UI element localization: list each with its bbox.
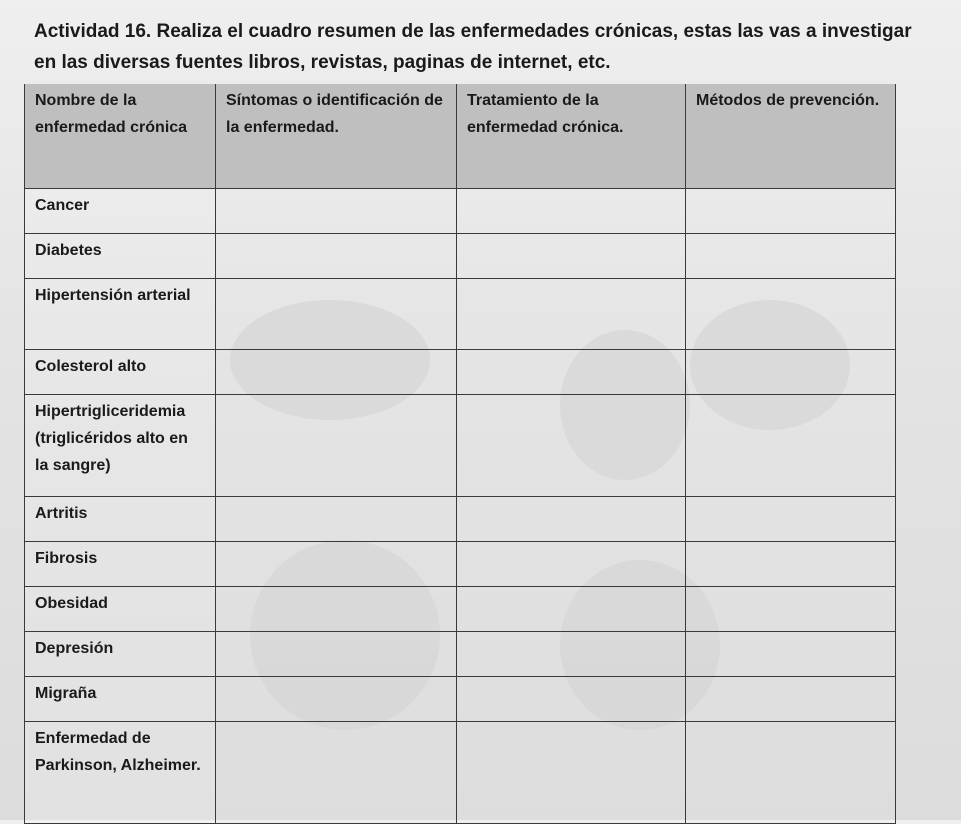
table-row [25,587,896,632]
table-row [25,233,896,278]
symptoms-cell[interactable] [216,189,457,234]
header-prevention: Métodos de prevención. [686,84,896,189]
symptoms-cell[interactable] [216,233,457,278]
disease-name-cell: Migraña [25,676,216,721]
treatment-cell[interactable] [457,497,686,542]
treatment-cell[interactable] [457,395,686,497]
disease-name-cell: Obesidad [25,587,216,632]
treatment-cell[interactable] [457,350,686,395]
table-row [25,189,896,234]
symptoms-cell[interactable] [216,395,457,497]
prevention-cell[interactable] [686,676,896,721]
prevention-cell[interactable] [686,587,896,632]
chronic-diseases-table [24,84,896,824]
symptoms-cell[interactable] [216,587,457,632]
treatment-cell[interactable] [457,233,686,278]
table-row [25,278,896,349]
table-header-row [25,84,896,189]
symptoms-cell[interactable] [216,631,457,676]
table-row [25,721,896,823]
disease-name-cell: Artritis [25,497,216,542]
header-treatment: Tratamiento de la enfermedad crónica. [457,84,686,189]
disease-name-cell: Hipertrigliceridemia (triglicéridos alto en la sangre) [25,395,216,497]
prevention-cell[interactable] [686,189,896,234]
disease-name-cell: Enfermedad de Parkinson, Alzheimer. [25,721,216,823]
treatment-cell[interactable] [457,721,686,823]
table-row [25,676,896,721]
symptoms-cell[interactable] [216,676,457,721]
symptoms-cell[interactable] [216,497,457,542]
disease-name-cell: Diabetes [25,233,216,278]
disease-name-cell: Colesterol alto [25,350,216,395]
prevention-cell[interactable] [686,395,896,497]
symptoms-cell[interactable] [216,350,457,395]
table-row [25,542,896,587]
prevention-cell[interactable] [686,350,896,395]
symptoms-cell[interactable] [216,278,457,349]
treatment-cell[interactable] [457,542,686,587]
disease-name-cell: Depresión [25,631,216,676]
disease-name-cell: Fibrosis [25,542,216,587]
prevention-cell[interactable] [686,631,896,676]
treatment-cell[interactable] [457,631,686,676]
treatment-cell[interactable] [457,278,686,349]
treatment-cell[interactable] [457,676,686,721]
prevention-cell[interactable] [686,497,896,542]
activity-instruction [34,16,934,78]
table-row [25,395,896,497]
activity-text: Realiza el cuadro resumen de las enfermedades crónicas, estas las vas a investigar en las diversas fuentes libros, revistas, paginas de internet, etc. [34,21,912,73]
disease-name-cell: Hipertensión arterial [25,278,216,349]
disease-name-cell: Cancer [25,189,216,234]
prevention-cell[interactable] [686,278,896,349]
header-symptoms: Síntomas o identificación de la enfermedad. [216,84,457,189]
table-row [25,631,896,676]
prevention-cell[interactable] [686,721,896,823]
prevention-cell[interactable] [686,542,896,587]
activity-label: Actividad 16. [34,21,152,42]
symptoms-cell[interactable] [216,721,457,823]
header-disease-name: Nombre de la enfermedad crónica [25,84,216,189]
treatment-cell[interactable] [457,189,686,234]
table-row [25,350,896,395]
table-row [25,497,896,542]
treatment-cell[interactable] [457,587,686,632]
prevention-cell[interactable] [686,233,896,278]
symptoms-cell[interactable] [216,542,457,587]
